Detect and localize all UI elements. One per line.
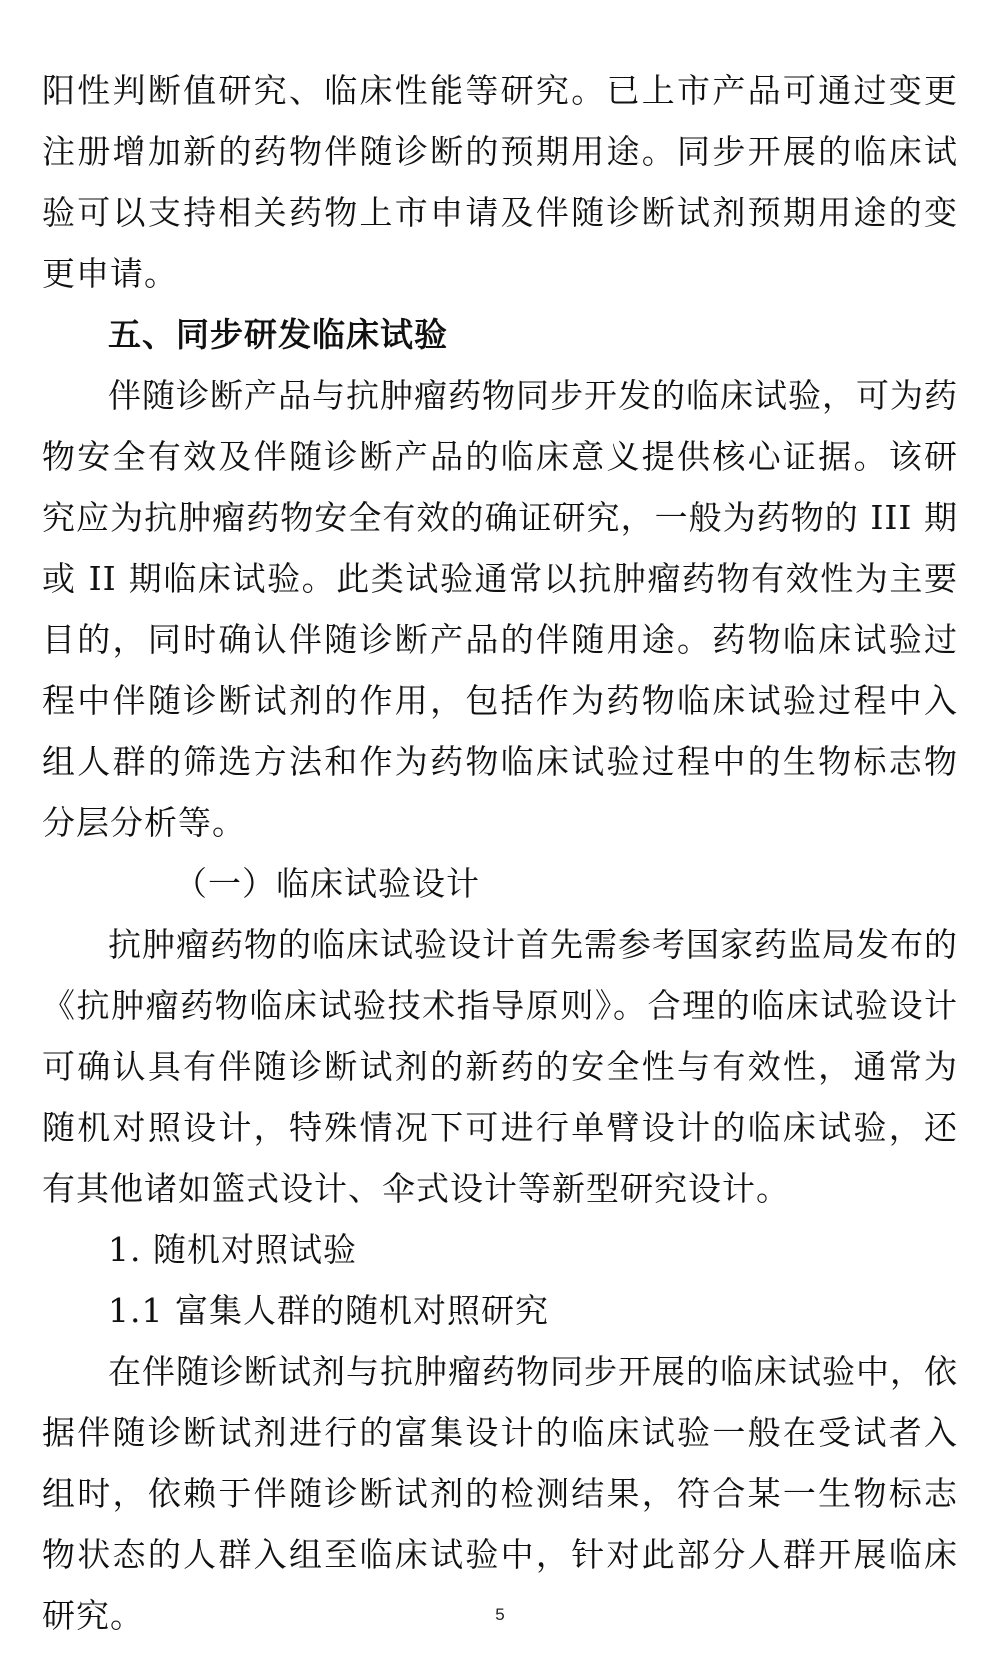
paragraph-enriched-design: 在伴随诊断试剂与抗肿瘤药物同步开展的临床试验中，依据伴随诊断试剂进行的富集设计的临床试验一般在受试者入组时，依赖于伴随诊断试剂的检测结果，符合某一生物标志物状态的人群入组至临床试验中，针对此部分人群开展临床研究。 [42, 1352, 958, 1635]
paragraph-trial-design: 抗肿瘤药物的临床试验设计首先需参考国家药监局发布的《抗肿瘤药物临床试验技术指导原则》。合理的临床试验设计可确认具有伴随诊断试剂的新药的安全性与有效性，通常为随机对照设计，特殊情况下可进行单臂设计的临床试验，还有其他诸如篮式设计、伞式设计等新型研究设计。 [42, 925, 958, 1208]
section-heading-five: 五、同步研发临床试验 [108, 315, 448, 354]
subsection-heading-trial-design: （一）临床试验设计 [174, 864, 480, 903]
paragraph-continuation: 阳性判断值研究、临床性能等研究。已上市产品可通过变更注册增加新的药物伴随诊断的预期用途。同步开展的临床试验可以支持相关药物上市申请及伴随诊断试剂预期用途的变更申请。 [42, 71, 958, 293]
item-heading-randomized-trial: 1. 随机对照试验 [108, 1230, 357, 1269]
page-number: 5 [495, 1605, 505, 1624]
paragraph-sync-clinical-trial: 伴随诊断产品与抗肿瘤药物同步开发的临床试验，可为药物安全有效及伴随诊断产品的临床意义提供核心证据。该研究应为抗肿瘤药物安全有效的确证研究，一般为药物的 III 期或 II 期临床试验。此类试验通常以抗肿瘤药物有效性为主要目的，同时确认伴随诊断产品的伴随用途。药物临床试验过程中伴随诊断试剂的作用，包括作为药物临床试验过程中入组人群的筛选方法和作为药物临床试验过程中的生物标志物分层分析等。 [42, 376, 958, 842]
item-heading-enriched-population: 1.1 富集人群的随机对照研究 [108, 1291, 549, 1330]
document-body [42, 60, 958, 1646]
